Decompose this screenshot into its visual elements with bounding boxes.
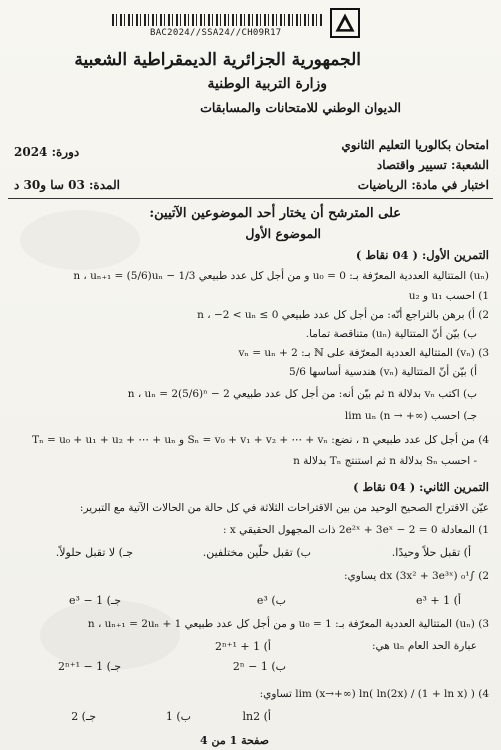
exercise2-q4: 4) lim (x→+∞) ln( ln(2x) / (1 + ln x) ) تساوي:: [259, 688, 489, 700]
q4-option-c: جـ) 2: [71, 710, 96, 723]
exercise2-q3b: عبارة الحد العام uₙ هي:: [372, 640, 477, 652]
exercise1-intro: (uₙ) المتتالية العددية المعرّفة بـ: u₀ = 0 و من أجل كل عدد طبيعي n ، uₙ₊₁ = (5/6)uₙ − 1/3: [73, 270, 489, 282]
q4-option-b: ب) 1: [165, 710, 191, 723]
q4-option-a: أ) ln2: [242, 710, 271, 723]
exercise2-intro: عيّن الاقتراح الصحيح الوحيد من بين الاقتراحات الثلاثة في كل حالة من الحالات الآتية مع التبرير:: [79, 502, 489, 514]
barcode: [112, 14, 322, 26]
exercise1-q3: 3) (vₙ) المتتالية العددية المعرّفة على ℕ بـ: vₙ = uₙ + 2: [238, 347, 489, 359]
q3-option-c: جـ) 2ⁿ⁺¹ − 1: [58, 660, 121, 673]
exercise2-title: التمرين الثاني: ( 04 نقاط ): [353, 480, 489, 494]
exam-code: BAC2024//SSA24//CH09R17: [150, 28, 282, 38]
subject-label: اختبار في مادة: الرياضيات: [357, 178, 489, 192]
page-number: صفحة 1 من 4: [200, 734, 269, 747]
exercise1-q3b: ب) اكتب vₙ بدلالة n ثم بيّن أنه: من أجل كل عدد طبيعي n ، uₙ = 2(5/6)ⁿ − 2: [127, 388, 477, 400]
duration-label: المدة: 03 سا و30 د: [14, 178, 120, 192]
exercise2-q1: 1) المعادلة 2e²ˣ + 3eˣ − 2 = 0 ذات المجهول الحقيقي x :: [222, 524, 489, 536]
header-divider: [8, 198, 493, 199]
exercise1-q2b: ب) بيّن أنّ المتتالية (uₙ) متناقصة تماما.: [305, 328, 477, 340]
q1-option-a: أ) تقبل حلاً وحيدًا.: [391, 546, 471, 559]
session-label: دورة: 2024: [14, 145, 80, 159]
exercise1-q4: 4) من أجل كل عدد طبيعي n ، نضع: Sₙ = v₀ + v₁ + v₂ + ⋯ + vₙ و Tₙ = u₀ + u₁ + u₂ + ⋯ + uₙ: [32, 434, 489, 446]
exercise1-q4b: - احسب Sₙ بدلالة n ثم استنتج Tₙ بدلالة n: [293, 455, 477, 467]
exercise1-q1: 1) احسب u₁ و u₂: [408, 290, 489, 302]
exercise1-title: التمرين الأول: ( 04 نقاط ): [355, 248, 489, 262]
exercise2-q3: 3) (uₙ) المتتالية العددية المعرّفة بـ: u₀ = 1 و من أجل كل عدد طبيعي n ، uₙ₊₁ = 2uₙ + 1: [87, 618, 489, 630]
exercise2-q2: 2) ∫₀¹ (3x² + 3e³ˣ) dx يساوي:: [343, 570, 489, 582]
q1-option-b: ب) تقبل حلّين مختلفين.: [202, 546, 311, 559]
exercise1-q2a: 2) أ) برهن بالتراجع أنّه: من أجل كل عدد طبيعي n ، −2 < uₙ ≤ 0: [197, 309, 489, 321]
exercise1-q3a: أ) بيّن أنّ المتتالية (vₙ) هندسية أساسها 5/6: [289, 366, 477, 378]
office-logo-icon: [330, 8, 360, 38]
topic-title: الموضوع الأول: [245, 226, 321, 241]
republic-title: الجمهورية الجزائرية الديمقراطية الشعبية: [74, 50, 361, 70]
q2-option-c: جـ) e³ − 1: [69, 594, 121, 607]
q1-option-c: جـ) لا تقبل حلولاً.: [55, 546, 133, 559]
ministry-title: وزارة التربية الوطنية: [207, 76, 327, 92]
office-title: الديوان الوطني للامتحانات والمسابقات: [200, 100, 401, 115]
q3-option-b: ب) 2ⁿ − 1: [232, 660, 286, 673]
scan-smudge: [20, 210, 140, 270]
instruction-text: على المترشح أن يختار أحد الموضوعين الآتيين:: [149, 206, 401, 221]
q2-option-a: أ) e³ + 1: [416, 594, 461, 607]
q2-option-b: ب) e³: [256, 594, 286, 607]
branch-label: الشعبة: تسيير واقتصاد: [376, 158, 489, 172]
exam-title: امتحان بكالوريا التعليم الثانوي: [341, 138, 489, 152]
q3-option-a: أ) 2ⁿ⁺¹ + 1: [214, 640, 271, 653]
exercise1-q3c: جـ) احسب lim uₙ (n → +∞): [344, 410, 477, 422]
